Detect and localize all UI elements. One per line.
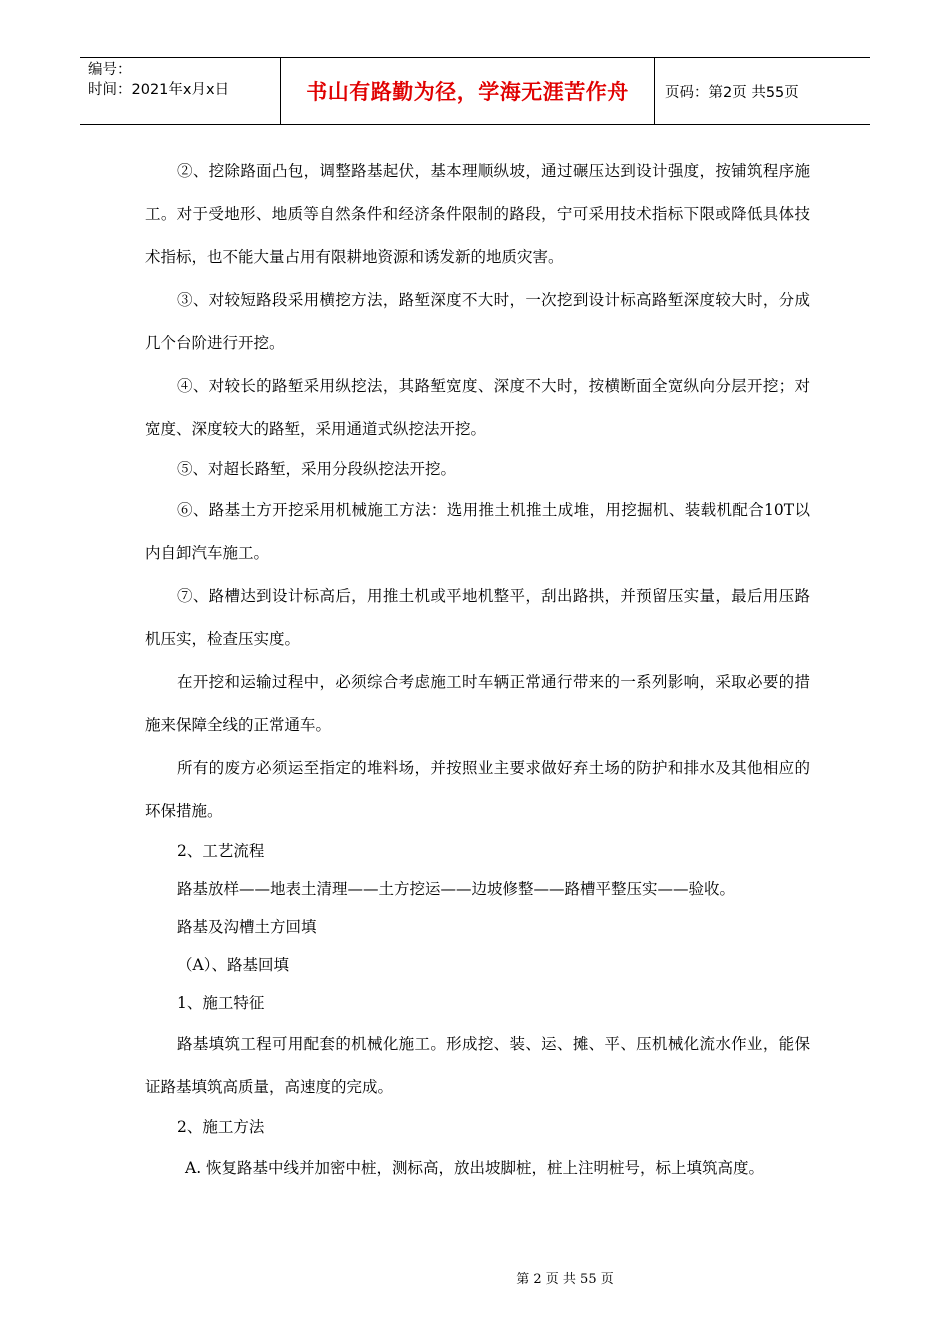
- document-number-label: 编号：: [88, 62, 132, 78]
- document-body: [145, 150, 810, 1190]
- page-header: [80, 57, 870, 125]
- paragraph-traffic: 在开挖和运输过程中，必须综合考虑施工时车辆正常通行带来的一系列影响，采取必要的措施来保障全线的正常通车。: [145, 673, 810, 734]
- paragraph-7: ⑦、路槽达到设计标高后，用推土机或平地机整平，刮出路拱，并预留压实量，最后用压路机压实，检查压实度。: [145, 587, 810, 648]
- paragraph-2: ②、挖除路面凸包，调整路基起伏，基本理顺纵坡，通过碾压达到设计强度，按铺筑程序施工。对于受地形、地质等自然条件和经济条件限制的路段，宁可采用技术指标下限或降低具体技术指标，也不能大量占用有限耕地资源和诱发新的地质灾害。: [145, 162, 810, 266]
- paragraph-waste: 所有的废方必须运至指定的堆料场，并按照业主要求做好弃土场的防护和排水及其他相应的环保措施。: [145, 759, 810, 820]
- paragraph-process-flow: 路基放样——地表土清理——土方挖运——边坡修整——路槽平整压实——验收。: [177, 880, 736, 898]
- paragraph-5: ⑤、对超长路堑，采用分段纵挖法开挖。: [177, 460, 457, 478]
- section-heading-a: （A）、路基回填: [177, 956, 289, 974]
- section-heading-features: 1、施工特征: [177, 994, 265, 1012]
- paragraph-3: ③、对较短路段采用横挖方法，路堑深度不大时，一次挖到设计标高路堑深度较大时，分成几个台阶进行开挖。: [145, 291, 810, 352]
- page-footer: 第 2 页 共 55 页: [516, 1272, 614, 1287]
- header-meta: [80, 58, 281, 124]
- paragraph-4: ④、对较长的路堑采用纵挖法，其路堑宽度、深度不大时，按横断面全宽纵向分层开挖；对宽度、深度较大的路堑，采用通道式纵挖法开挖。: [145, 377, 810, 438]
- section-heading-method: 2、施工方法: [177, 1118, 265, 1136]
- section-heading-process: 2、工艺流程: [177, 842, 265, 860]
- header-page-info: 页码：第2页 共55页: [665, 84, 799, 101]
- document-time-label: 时间：2021年x月x日: [88, 82, 230, 98]
- paragraph-features: 路基填筑工程可用配套的机械化施工。形成挖、装、运、摊、平、压机械化流水作业，能保证路基填筑高质量，高速度的完成。: [145, 1035, 810, 1096]
- paragraph-method-a: A. 恢复路基中线并加密中桩，测标高，放出坡脚桩，桩上注明桩号，标上填筑高度。: [185, 1159, 765, 1177]
- paragraph-6: ⑥、路基土方开挖采用机械施工方法：选用推土机推土成堆，用挖掘机、装载机配合10T以内自卸汽车施工。: [145, 501, 810, 562]
- section-heading-backfill: 路基及沟槽土方回填: [177, 918, 317, 936]
- header-motto: 书山有路勤为径，学海无涯苦作舟: [281, 58, 655, 124]
